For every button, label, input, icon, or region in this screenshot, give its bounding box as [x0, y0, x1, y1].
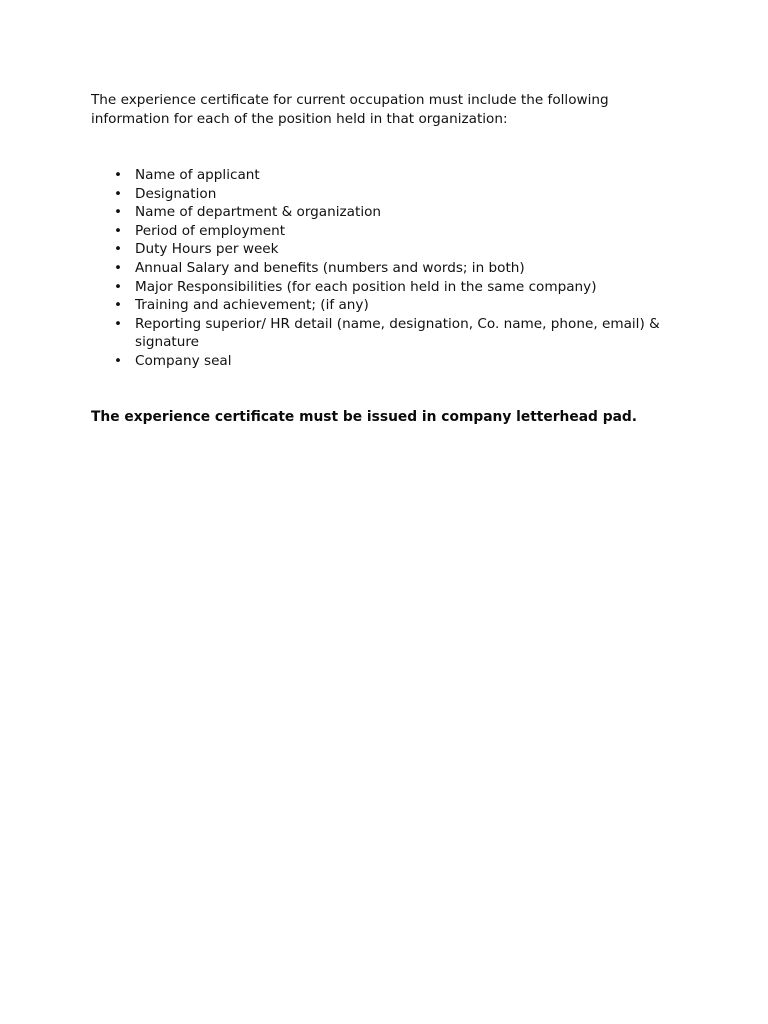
bullet-icon: •: [113, 241, 123, 258]
requirement-text: Name of applicant: [135, 167, 260, 183]
intro-paragraph: The experience certificate for current occupation must include the following information for each of the position held in that organization:: [91, 92, 609, 127]
list-item: [91, 185, 691, 204]
requirement-text: Name of department & organization: [135, 204, 382, 221]
requirement-text: Designation: [135, 185, 217, 202]
bullet-icon: •: [113, 204, 123, 221]
list-item: [91, 203, 691, 222]
bullet-icon: •: [113, 352, 123, 369]
list-item: [91, 240, 691, 259]
list-item: [91, 296, 691, 315]
bullet-icon: •: [113, 297, 123, 314]
list-item: [91, 166, 691, 185]
bullet-icon: •: [113, 315, 123, 332]
bullet-icon: •: [113, 167, 123, 183]
requirement-text: Annual Salary and benefits (numbers and words; in both): [135, 259, 525, 276]
requirement-text: Reporting superior/ HR detail (name, designation, Co. name, phone, email) & signature: [135, 315, 660, 351]
requirement-text: Company seal: [135, 352, 232, 369]
list-item: [91, 352, 691, 371]
bullet-icon: •: [113, 278, 123, 295]
requirement-text: Major Responsibilities (for each position held in the same company): [135, 278, 597, 295]
requirements-list: [91, 166, 691, 371]
closing-statement: The experience certificate must be issued in company letterhead pad.: [91, 409, 638, 425]
requirement-text: Period of employment: [135, 222, 286, 239]
requirement-text: Duty Hours per week: [135, 241, 279, 258]
bullet-icon: •: [113, 259, 123, 276]
list-item: [91, 278, 691, 297]
list-item: [91, 315, 691, 352]
list-item: [91, 222, 691, 241]
bullet-icon: •: [113, 222, 123, 239]
requirement-text: Training and achievement; (if any): [135, 297, 369, 314]
bullet-icon: •: [113, 185, 123, 202]
list-item: [91, 259, 691, 278]
